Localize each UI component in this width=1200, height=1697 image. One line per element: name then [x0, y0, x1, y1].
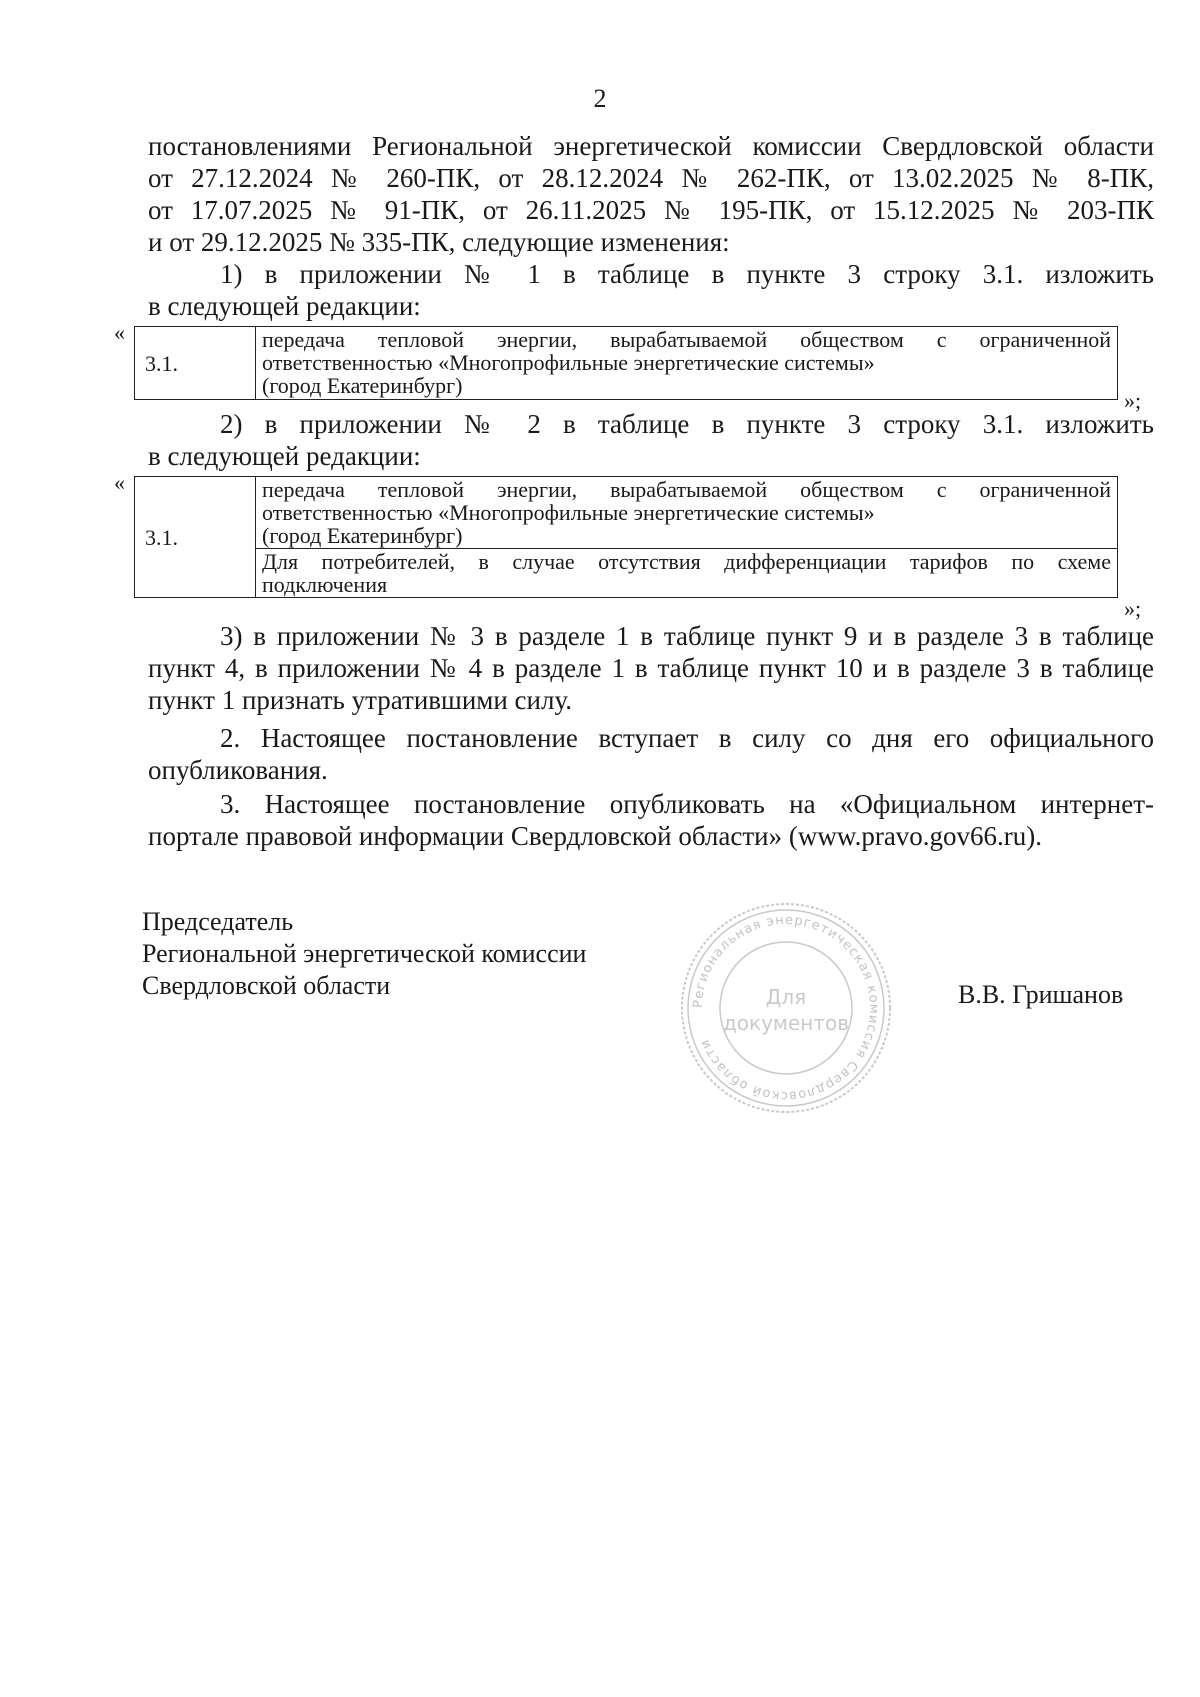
table-row — [135, 327, 1118, 400]
seal-stamp — [676, 898, 896, 1118]
table-row — [135, 477, 1118, 549]
item1-table — [134, 326, 1118, 400]
signature-name: В.В. Гришанов — [958, 980, 1124, 1009]
row-subtext — [256, 549, 1118, 598]
row-text-line: ответственностью «Многопрофильные энергетические системы» — [262, 350, 875, 375]
stamp-inner-line: Для — [765, 985, 807, 1009]
point2-line: опубликования. — [148, 755, 328, 785]
item1-paragraph — [148, 258, 1154, 322]
intro-line: и от 29.12.2025 № 335-ПК, следующие изменения: — [148, 227, 730, 257]
stamp-inner-line: документов — [722, 1011, 850, 1035]
row-text-line: передача тепловой энергии, вырабатываемой обществом с ограниченной — [262, 327, 1111, 352]
item2-line: в следующей редакции: — [148, 441, 421, 471]
table-row — [135, 549, 1118, 598]
quote-open: « — [114, 470, 125, 495]
intro-line: постановлениями Региональной энергетической комиссии Свердловской области — [148, 131, 1154, 161]
row-number: 3.1. — [135, 477, 256, 598]
item1-line: 1) в приложении № 1 в таблице в пункте 3 строку 3.1. изложить — [220, 259, 1154, 289]
quote-close: »; — [1124, 388, 1142, 413]
row-text-line: (город Екатеринбург) — [262, 373, 463, 398]
point3-line: портале правовой информации Свердловской области» (www.pravo.gov66.ru). — [148, 821, 1043, 851]
stamp-outer-text: Региональная энергетическая комиссия Свердловской области — [690, 912, 882, 1104]
row-text — [256, 327, 1118, 400]
point3-line: 3. Настоящее постановление опубликовать на «Официальном интернет- — [220, 789, 1154, 819]
signature-line: Свердловской области — [142, 971, 391, 1000]
item3-paragraph — [148, 620, 1154, 716]
item2-line: 2) в приложении № 2 в таблице в пункте 3 строку 3.1. изложить — [220, 409, 1154, 439]
item3-line: пункт 1 признать утратившими силу. — [148, 685, 573, 715]
signature-line: Региональной энергетической комиссии — [142, 939, 587, 968]
row-text — [256, 477, 1118, 549]
item1-line: в следующей редакции: — [148, 291, 421, 321]
intro-line: от 27.12.2024 № 260-ПК, от 28.12.2024 № 262-ПК, от 13.02.2025 № 8-ПК, — [148, 163, 1154, 193]
item3-line: пункт 4, в приложении № 4 в разделе 1 в таблице пункт 10 и в разделе 3 в таблице — [148, 653, 1154, 683]
row-text-line: (город Екатеринбург) — [262, 523, 463, 548]
intro-line: от 17.07.2025 № 91-ПК, от 26.11.2025 № 195-ПК, от 15.12.2025 № 203-ПК — [148, 195, 1154, 225]
item2-table — [134, 476, 1118, 598]
row-text-line: ответственностью «Многопрофильные энергетические системы» — [262, 500, 875, 525]
row-number: 3.1. — [135, 327, 256, 400]
page-number: 2 — [593, 84, 607, 113]
point3-paragraph — [148, 788, 1154, 852]
signature-line: Председатель — [142, 907, 294, 936]
item2-paragraph — [148, 408, 1154, 472]
quote-close: »; — [1124, 596, 1142, 621]
quote-open: « — [114, 320, 125, 345]
row-text-line: Для потребителей, в случае отсутствия дифференциации тарифов по схеме — [262, 549, 1111, 574]
item3-line: 3) в приложении № 3 в разделе 1 в таблице пункт 9 и в разделе 3 в таблице — [220, 621, 1154, 651]
row-text-line: передача тепловой энергии, вырабатываемой обществом с ограниченной — [262, 477, 1111, 502]
signature-position — [142, 906, 586, 1002]
point2-paragraph — [148, 722, 1154, 786]
intro-paragraph — [148, 130, 1154, 258]
row-text-line: подключения — [262, 572, 388, 597]
point2-line: 2. Настоящее постановление вступает в силу со дня его официального — [220, 723, 1154, 753]
